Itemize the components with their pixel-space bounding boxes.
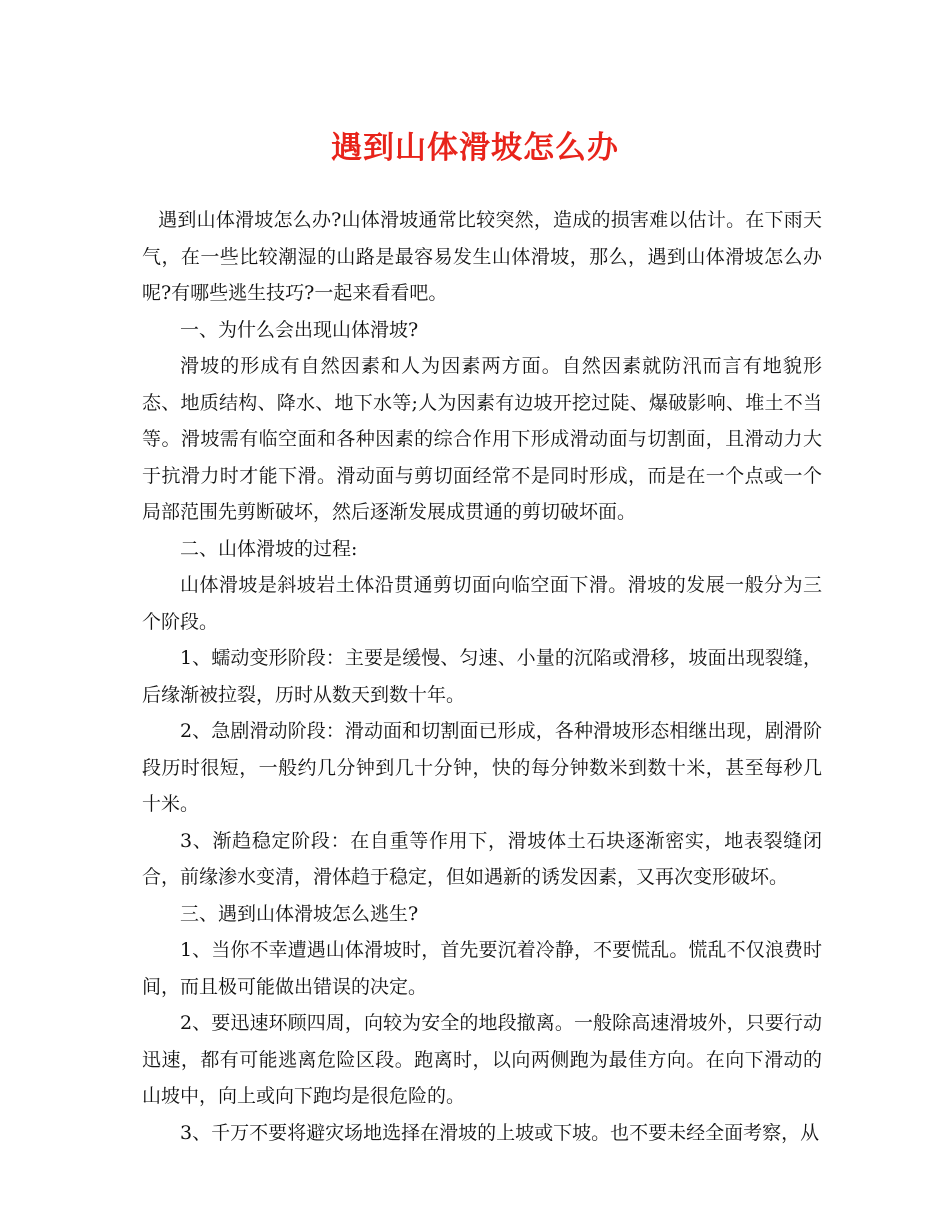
heading-section-1: 一、为什么会出现山体滑坡? (180, 318, 419, 341)
paragraph-causes: 滑坡的形成有自然因素和人为因素两方面。自然因素就防汛而言有地貌形态、地质结构、降水、地下水等;人为因素有边坡开挖过陡、爆破影响、堆土不当等。滑坡需有临空面和各种因素的综合作用下形成滑动面与切割面，且滑动力大于抗滑力时才能下滑。滑动面与剪切面经常不是同时形成，而是在一个点或一个局部范围先剪断破坏，然后逐渐发展成贯通的剪切破坏面。 (142, 355, 822, 523)
document-title: 遇到山体滑坡怎么办 (331, 130, 619, 166)
paragraph-escape-2: 2、要迅速环顾四周，向较为安全的地段撤离。一般除高速滑坡外，只要行动迅速，都有可能逃离危险区段。跑离时，以向两侧跑为最佳方向。在向下滑动的山坡中，向上或向下跑均是很危险的。 (142, 1012, 822, 1107)
heading-section-3: 三、遇到山体滑坡怎么逃生? (180, 902, 419, 925)
paragraph-intro: 遇到山体滑坡怎么办?山体滑坡通常比较突然，造成的损害难以估计。在下雨天气，在一些比较潮湿的山路是最容易发生山体滑坡，那么，遇到山体滑坡怎么办呢?有哪些逃生技巧?一起来看看吧。 (142, 209, 822, 304)
document-body (142, 202, 822, 1151)
paragraph-stage-1: 1、蠕动变形阶段：主要是缓慢、匀速、小量的沉陷或滑移，坡面出现裂缝，后缘渐被拉裂，历时从数天到数十年。 (142, 647, 822, 706)
paragraph-stage-3: 3、渐趋稳定阶段：在自重等作用下，滑坡体土石块逐渐密实，地表裂缝闭合，前缘渗水变清，滑体趋于稳定，但如遇新的诱发因素，又再次变形破坏。 (142, 829, 822, 888)
paragraph-escape-3: 3、千万不要将避灾场地选择在滑坡的上坡或下坡。也不要未经全面考察，从 (180, 1121, 820, 1144)
paragraph-stage-2: 2、急剧滑动阶段：滑动面和切割面已形成，各种滑坡形态相继出现，剧滑阶段历时很短，一般约几分钟到几十分钟，快的每分钟数米到数十米，甚至每秒几十米。 (142, 720, 822, 815)
paragraph-process: 山体滑坡是斜坡岩土体沿贯通剪切面向临空面下滑。滑坡的发展一般分为三个阶段。 (142, 574, 822, 633)
paragraph-escape-1: 1、当你不幸遭遇山体滑坡时，首先要沉着冷静，不要慌乱。慌乱不仅浪费时间，而且极可能做出错误的决定。 (142, 939, 822, 998)
heading-section-2: 二、山体滑坡的过程: (180, 537, 358, 560)
